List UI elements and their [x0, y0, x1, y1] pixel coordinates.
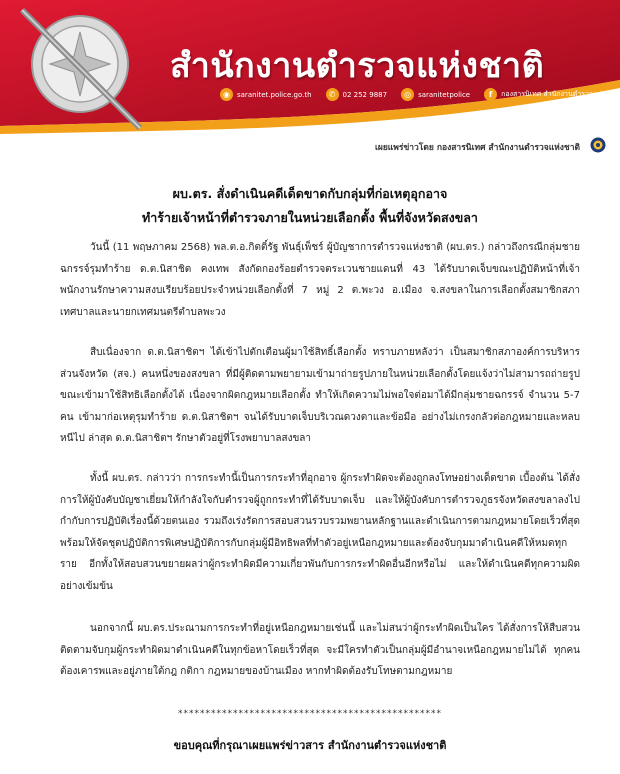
phone-icon: ✆ [326, 88, 339, 101]
contact-facebook[interactable] [484, 88, 619, 101]
paragraph-3: ทั้งนี้ ผบ.ตร. กล่าวว่า การกระทำนี้เป็นการกระทำที่อุกอาจ ผู้กระทำผิดจะต้องถูกลงโทษอย่างเด็ดขาด เบื้องต้น ได้สั่งการให้ผู้บังคับบัญชาเยี่ยมให้กำลังใจกับตำรวจผู้ถูกกระทำที่ได้รับบาดเจ็บ และให้ผู้บังคับการตำรวจภูธรจังหวัดสงขลาลงไปกำกับการปฏิบัติเรื่องนี้ด้วยตนเอง รวมถึงเร่งรัดการสอบสวนรวบรวมพยานหลักฐานและดำเนินการตามกฎหมายโดยเร็วที่สุด พร้อมให้จัดชุดปฏิบัติการพิเศษปฏิบัติการกับกลุ่มผู้มีอิทธิพลที่ทำตัวอยู่เหนือกฎหมายและต้องจับกุมมาดำเนินคดีให้หมดทุกราย อีกทั้งให้สอบสวนขยายผลว่าผู้กระทำผิดมีความเกี่ยวพันกับการกระทำผิดอื่นอีกหรือไม่ และให้ดำเนินคดีทุกความผิดอย่างเข้มข้น [60, 473, 580, 592]
headline-line-1: ผบ.ตร. สั่งดำเนินคดีเด็ดขาดกับกลุ่มที่ก่อเหตุอุกอาจ [172, 186, 448, 201]
article-headline [40, 182, 580, 230]
contact-instagram[interactable] [401, 88, 470, 101]
badge-icon [590, 137, 606, 153]
contact-bar [220, 88, 620, 101]
divider-stars: ************************************************ [178, 709, 442, 719]
thanks-note: ขอบคุณที่กรุณาเผยแพร่ข่าวสาร สำนักงานตำรวจแห่งชาติ [173, 739, 447, 752]
contact-phone[interactable] [326, 88, 388, 101]
globe-icon: ◉ [220, 88, 233, 101]
phone-text: 02 252 9887 [342, 90, 388, 99]
headline-line-2: ทำร้ายเจ้าหน้าที่ตำรวจภายในหน่วยเลือกตั้ง พื้นที่จังหวัดสงขลา [142, 210, 478, 225]
paragraph-1: วันนี้ (11 พฤษภาคม 2568) พล.ต.อ.กิตติ์รัฐ พันธุ์เพ็ชร์ ผู้บัญชาการตำรวจแห่งชาติ (ผบ.ตร.) กล่าวถึงกรณีกลุ่มชายฉกรรจ์รุมทำร้าย ด.ต.นิสาชิต คงเทพ สังกัดกองร้อยตำรวจตระเวนชายแดนที่ 43 ได้รับบาดเจ็บขณะปฏิบัติหน้าที่เจ้าพนักงานรักษาความสงบเรียบร้อยประจำหน่วยเลือกตั้งที่ 7 หมู่ 2 ต.พะวง อ.เมือง จ.สงขลาในการเลือกตั้งสมาชิกสภาเทศบาลและนายกเทศมนตรีตำบลพะวง [60, 242, 580, 318]
instagram-text: saranitetpolice [418, 90, 471, 99]
paragraph-4: นอกจากนี้ ผบ.ตร.ประณามการกระทำที่อยู่เหนือกฎหมายเช่นนี้ และไม่สนว่าผู้กระทำผิดเป็นใคร ได้สั่งการให้สืบสวนติดตามจับกุมผู้กระทำผิดมาดำเนินคดีในทุกข้อหาโดยเร็วที่สุด จะมีใครทำตัวเป็นกลุ่มผู้มีอำนาจเหนือกฎหมายไม่ได้ ทุกคนต้องเคารพและอยู่ภายใต้กฎ กติกา กฎหมายของบ้านเมือง หากทำผิดต้องรับโทษตามกฎหมาย [60, 623, 580, 677]
instagram-icon: ◎ [401, 88, 414, 101]
paragraph-2: สืบเนื่องจาก ด.ต.นิสาชิตฯ ได้เข้าไปตักเตือนผู้มาใช้สิทธิ์เลือกตั้ง ทราบภายหลังว่า เป็นสมาชิกสภาองค์การบริหารส่วนจังหวัด (สจ.) คนหนึ่งของสงขลา ที่มีผู้ติดตามพยายามเข้ามาถ่ายรูปภายในหน่วยเลือกตั้งโดยแจ้งว่าไม่สามารถถ่ายรูปขณะเข้ามาใช้สิทธิเลือกตั้งได้ เนื่องจากผิดกฎหมายเลือกตั้ง ทำให้เกิดความไม่พอใจต่อมาได้มีกลุ่มชายฉกรรจ์ จำนวน 5-7 คน เข้ามาก่อเหตุรุมทำร้าย ด.ต.นิสาชิตฯ จนได้รับบาดเจ็บบริเวณดวงตาและข้อมือ อย่างไม่เกรงกลัวต่อกฎหมายและหลบหนีไป ล่าสุด ด.ต.นิสาชิตฯ รักษาตัวอยู่ที่โรงพยาบาลสงขลา [60, 347, 580, 444]
publisher-line: เผยแพร่ข่าวโดย กองสารนิเทศ สำนักงานตำรวจแห่งชาติ [374, 143, 580, 153]
contact-website[interactable] [220, 88, 312, 101]
website-text: saranitet.police.go.th [237, 90, 312, 99]
facebook-icon: f [484, 88, 497, 101]
header-banner [0, 0, 620, 135]
page-title: สำนักงานตำรวจแห่งชาติ [170, 46, 545, 86]
facebook-text: กองสารนิเทศ สำนักงานตำรวจแห่งชาติ [501, 90, 619, 98]
